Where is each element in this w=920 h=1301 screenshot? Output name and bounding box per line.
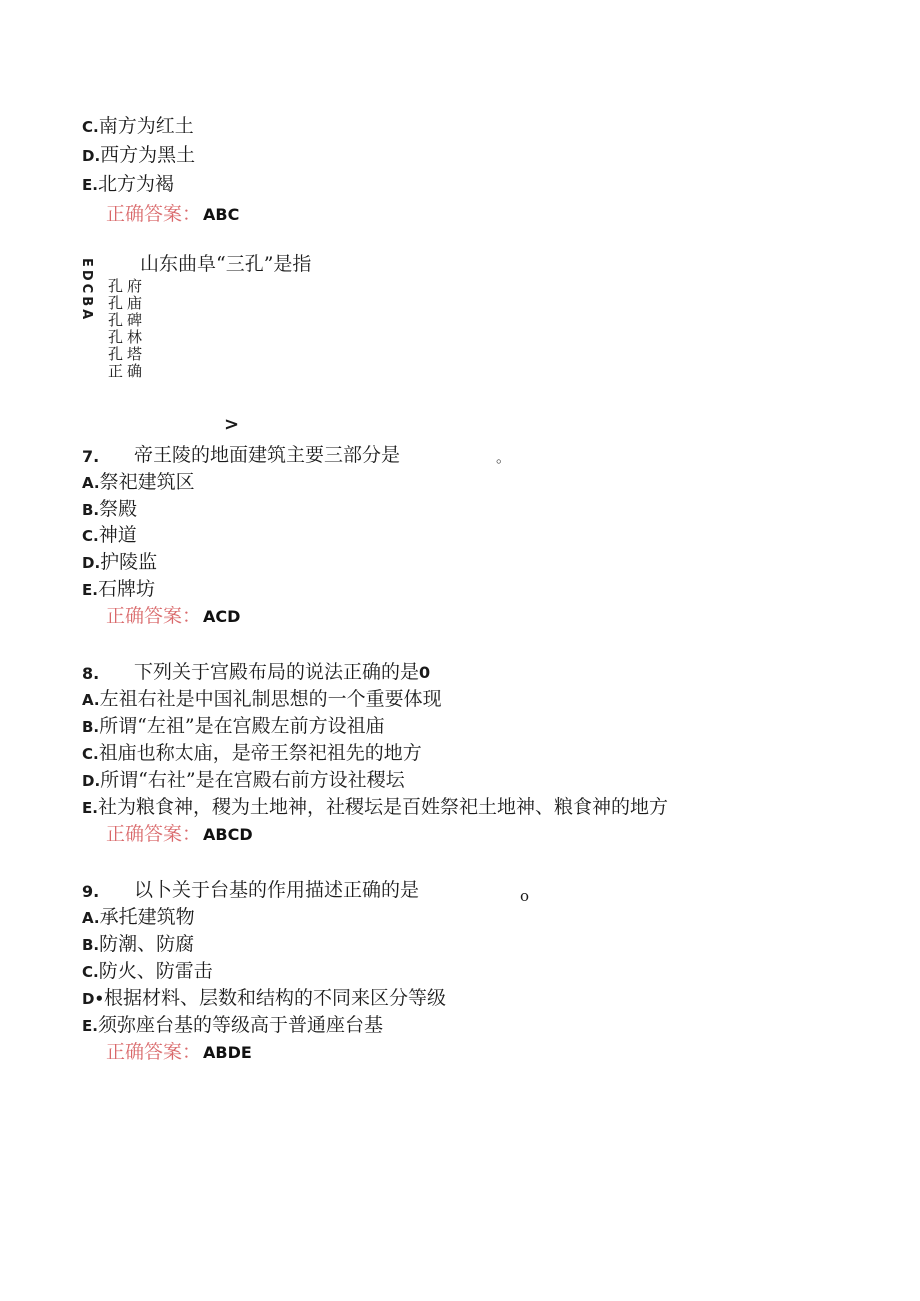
q8-option-e [82, 795, 668, 820]
q8-option-a [82, 687, 442, 712]
option-letter: C. [82, 118, 99, 136]
q9-number: 9. [82, 882, 100, 901]
option-text: 南方为红土 [98, 115, 194, 137]
q8-answer [106, 822, 253, 847]
option-letter: D• [82, 990, 105, 1008]
q7-option-b [82, 497, 137, 522]
option-letter: E. [82, 581, 98, 599]
option-text: 祭殿 [99, 498, 138, 520]
q7-option-e [82, 577, 155, 602]
option-text: 北方为褐 [97, 173, 174, 195]
option-letter: A. [82, 691, 100, 709]
option-c [82, 114, 194, 139]
q7-answer [106, 604, 240, 629]
q8-question-text: 下列关于宫殿布局的说法正确的是 [134, 661, 420, 683]
q8-question [134, 660, 430, 685]
option-text: 神道 [98, 524, 137, 546]
option-e [82, 172, 174, 197]
option-text: 防火、防雷击 [98, 960, 213, 982]
answer-label: 正确答案： [106, 1041, 202, 1063]
q6-item: 孔塔 [108, 345, 147, 363]
option-text: 护陵监 [100, 551, 158, 573]
q6-item: 孔林 [108, 328, 147, 346]
answer-value: ABCD [203, 825, 253, 844]
side-letters-text: EDCBA [79, 258, 94, 323]
answer-label: 正确答案： [106, 605, 202, 627]
q7-number: 7. [82, 447, 100, 466]
q7-question-text: 帝王陵的地面建筑主要三部分是 [134, 444, 401, 466]
option-letter: D. [82, 772, 101, 790]
q6-question-text: 山东曲阜“三孔”是指 [140, 253, 312, 275]
option-text: 祭祀建筑区 [99, 471, 195, 493]
option-text: 西方为黑土 [100, 144, 196, 166]
q9-option-c [82, 959, 213, 984]
option-letter: D. [82, 147, 101, 165]
q7-option-d [82, 550, 157, 575]
option-letter: B. [82, 501, 100, 519]
answer-value: ABC [203, 205, 240, 224]
option-text: 祖庙也称太庙，是帝王祭祀祖先的地方 [98, 742, 422, 764]
answer-value: ACD [203, 607, 241, 626]
option-d [82, 143, 195, 168]
option-text: 社为粮食神，稷为土地神，社稷坛是百姓祭祀土地神、粮食神的地方 [97, 796, 668, 818]
q6-item: 孔碑 [108, 311, 147, 329]
option-letter: C. [82, 963, 99, 981]
option-letter: A. [82, 909, 100, 927]
answer-value: ABDE [203, 1043, 252, 1062]
answer-label: 正确答案： [106, 823, 202, 845]
option-text: 所谓“左祖”是在宫殿左前方设祖庙 [99, 715, 385, 737]
q7-option-c [82, 523, 137, 548]
q9-option-e [82, 1013, 383, 1038]
q7-trail: 。 [496, 448, 512, 466]
option-text: 根据材料、层数和结构的不同来区分等级 [104, 987, 447, 1009]
answer-line [106, 202, 239, 227]
option-letter: A. [82, 474, 100, 492]
option-letter: B. [82, 936, 100, 954]
option-text: 所谓“右社”是在宫殿右前方设社稷坛 [100, 769, 405, 791]
option-letter: D. [82, 554, 101, 572]
q8-option-b [82, 714, 385, 739]
q9-trail: o [520, 887, 530, 905]
option-letter: E. [82, 799, 98, 817]
option-letter: E. [82, 1017, 98, 1035]
q9-question-text: 以卜关于台基的作用描述正确的是 [134, 879, 420, 901]
option-text: 须弥座台基的等级高于普通座台基 [97, 1014, 383, 1036]
q9-option-a [82, 905, 195, 930]
option-letter: C. [82, 745, 99, 763]
option-text: 承托建筑物 [99, 906, 195, 928]
option-text: 左祖右社是中国礼制思想的一个重要体现 [99, 688, 442, 710]
q7-option-a [82, 470, 195, 495]
q8-trail: 0 [419, 663, 431, 682]
option-text: 石牌坊 [97, 578, 155, 600]
q8-number: 8. [82, 664, 100, 683]
q6-side-letters [78, 258, 96, 344]
q6-item: 孔府 [108, 277, 147, 295]
option-letter: E. [82, 176, 98, 194]
q6-item: 孔庙 [108, 294, 147, 312]
answer-label: 正确答案： [106, 203, 202, 225]
q9-answer [106, 1040, 252, 1065]
option-letter: B. [82, 718, 100, 736]
q9-option-d [82, 986, 446, 1011]
q9-option-b [82, 932, 194, 957]
q8-option-d [82, 768, 405, 793]
q8-option-c [82, 741, 422, 766]
q6-item: 正确 [108, 362, 147, 380]
q6-mark: > [224, 414, 240, 435]
option-letter: C. [82, 527, 99, 545]
option-text: 防潮、防腐 [99, 933, 195, 955]
